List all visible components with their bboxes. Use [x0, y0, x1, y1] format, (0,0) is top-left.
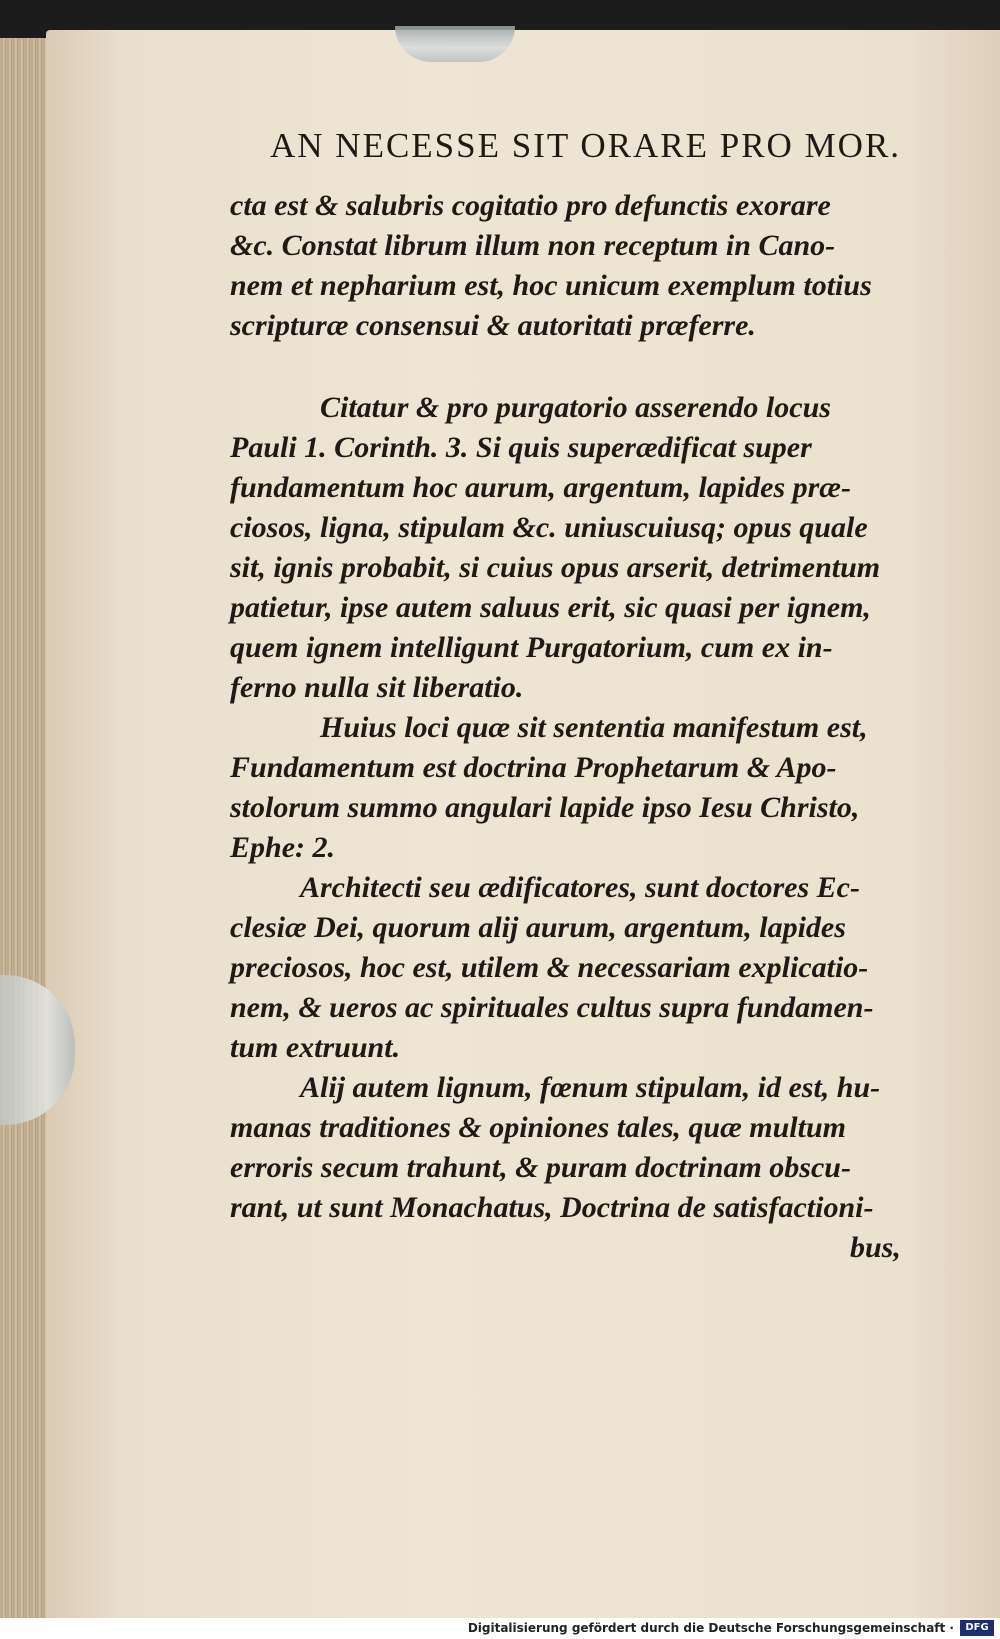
text-line: manas traditiones & opiniones tales, quæ multum [230, 1111, 846, 1144]
running-head: AN NECESSE SIT ORARE PRO MOR. [270, 126, 902, 165]
text-line: Citatur & pro purgatorio asserendo locus [320, 391, 831, 424]
top-page-clip [395, 26, 515, 62]
text-line: quem ignem intelligunt Purgatorium, cum ex in- [230, 631, 833, 664]
page-body [230, 186, 920, 1268]
text-line: &c. Constat librum illum non receptum in Cano- [230, 229, 836, 262]
text-line: erroris secum trahunt, & puram doctrinam obscu- [230, 1151, 851, 1184]
text-line: nem et nepharium est, hoc unicum exemplum totius [230, 269, 872, 302]
text-line: clesiæ Dei, quorum alij aurum, argentum, lapides [230, 911, 846, 944]
text-line: scripturæ consensui & autoritati præferre. [230, 309, 756, 342]
text-line: preciosos, hoc est, utilem & necessariam explicatio- [230, 951, 869, 984]
text-line: Huius loci quæ sit sententia manifestum est, [320, 711, 868, 744]
dfg-logo: DFG [960, 1620, 994, 1636]
text-line: sit, ignis probabit, si cuius opus arserit, detrimentum [230, 551, 881, 584]
text-line: stolorum summo angulari lapide ipso Iesu Christo, [230, 791, 860, 824]
text-line: fundamentum hoc aurum, argentum, lapides præ- [230, 471, 851, 504]
page-edges [0, 38, 52, 1618]
text-line: nem, & ueros ac spirituales cultus supra fundamen- [230, 991, 874, 1024]
text-line: ciosos, ligna, stipulam &c. uniuscuiusq; opus quale [230, 511, 868, 544]
text-line: cta est & salubris cogitatio pro defunctis exorare [230, 189, 831, 222]
digitization-footer [0, 1618, 1000, 1639]
text-line: rant, ut sunt Monachatus, Doctrina de satisfactioni- [230, 1191, 874, 1224]
text-line: Architecti seu ædificatores, sunt doctores Ec- [300, 871, 860, 904]
text-line: Ephe: 2. [230, 831, 335, 864]
catchword: bus, [850, 1231, 901, 1264]
text-line: tum extruunt. [230, 1031, 401, 1064]
text-line: Alij autem lignum, fœnum stipulam, id est, hu- [300, 1071, 881, 1104]
text-line: Fundamentum est doctrina Prophetarum & Apo- [230, 751, 837, 784]
paragraph-gap [230, 346, 920, 388]
text-line: Pauli 1. Corinth. 3. Si quis superædificat super [230, 431, 812, 464]
text-line: patietur, ipse autem saluus erit, sic quasi per ignem, [230, 591, 871, 624]
funding-credit: Digitalisierung gefördert durch die Deutsche Forschungsgemeinschaft · [467, 1621, 954, 1635]
text-line: ferno nulla sit liberatio. [230, 671, 524, 704]
